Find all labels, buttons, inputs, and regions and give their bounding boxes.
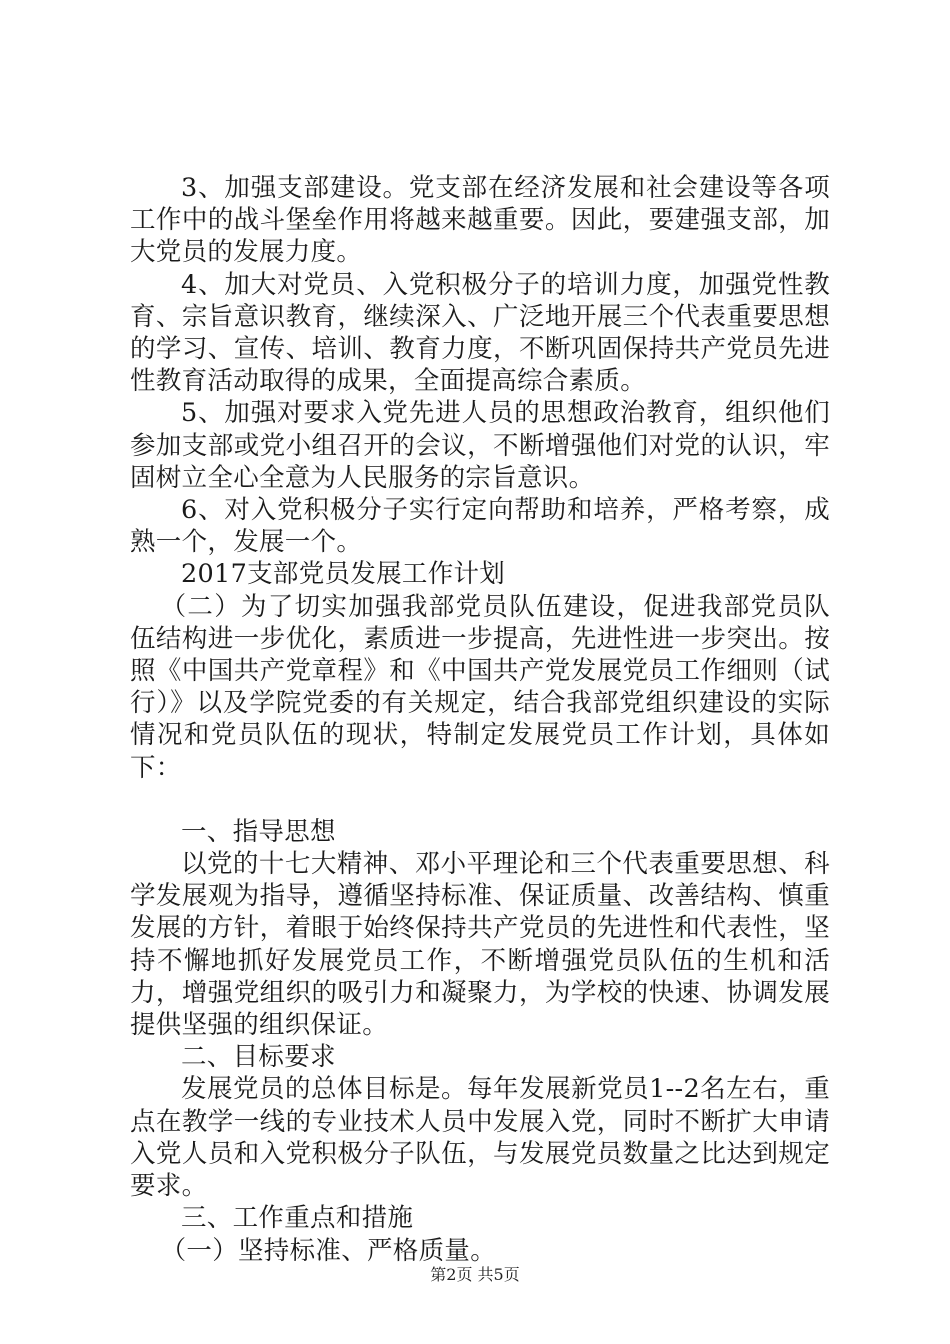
paragraph-goals: 发展党员的总体目标是。每年发展新党员1--2名左右，重点在教学一线的专业技术人员中发展入党，同时不断扩大申请入党人员和入党积极分子队伍，与发展党员数量之比达到规定要求。: [130, 1074, 830, 1202]
section-heading-key-measures: 三、工作重点和措施: [181, 1203, 414, 1234]
section-heading-guiding-ideology: 一、指导思想: [181, 816, 336, 847]
subsection-heading-standards: （一）坚持标准、严格质量。: [160, 1235, 496, 1266]
paragraph-guiding-ideology: 以党的十七大精神、邓小平理论和三个代表重要思想、科学发展观为指导，遵循坚持标准、保证质量、改善结构、慎重发展的方针，着眼于始终保持共产党员的先进性和代表性，坚持不懈地抓好发展党员工作，不断增强党员队伍的生机和活力，增强党组织的吸引力和凝聚力，为学校的快速、协调发展提供坚强的组织保证。: [130, 849, 830, 1041]
page-footer: 第2页 共5页: [430, 1265, 520, 1284]
paragraph-item-3: 3、加强支部建设。党支部在经济发展和社会建设等各项工作中的战斗堡垒作用将越来越重要。因此，要建强支部，加大党员的发展力度。: [130, 173, 830, 268]
paragraph-item-6: 6、对入党积极分子实行定向帮助和培养，严格考察，成熟一个，发展一个。: [130, 495, 830, 558]
document-body: [130, 172, 830, 1267]
paragraph-intro: （二）为了切实加强我部党员队伍建设，促进我部党员队伍结构进一步优化，素质进一步提高，先进性进一步突出。按照《中国共产党章程》和《中国共产党发展党员工作细则（试行）》以及学院党委的有关规定，结合我部党组织建设的实际情况和党员队伍的现状，特制定发展党员工作计划，具体如下：: [130, 591, 830, 783]
paragraph-gap: [130, 784, 830, 816]
paragraph-item-4: 4、加大对党员、入党积极分子的培训力度，加强党性教育、宗旨意识教育，继续深入、广泛地开展三个代表重要思想的学习、宣传、培训、教育力度，不断巩固保持共产党员先进性教育活动取得的成果，全面提高综合素质。: [130, 269, 830, 397]
paragraph-item-5: 5、加强对要求入党先进人员的思想政治教育，组织他们参加支部或党小组召开的会议，不断增强他们对党的认识，牢固树立全心全意为人民服务的宗旨意识。: [130, 398, 830, 493]
section-heading-goals: 二、目标要求: [181, 1042, 336, 1073]
plan-title: 2017支部党员发展工作计划: [181, 559, 506, 590]
